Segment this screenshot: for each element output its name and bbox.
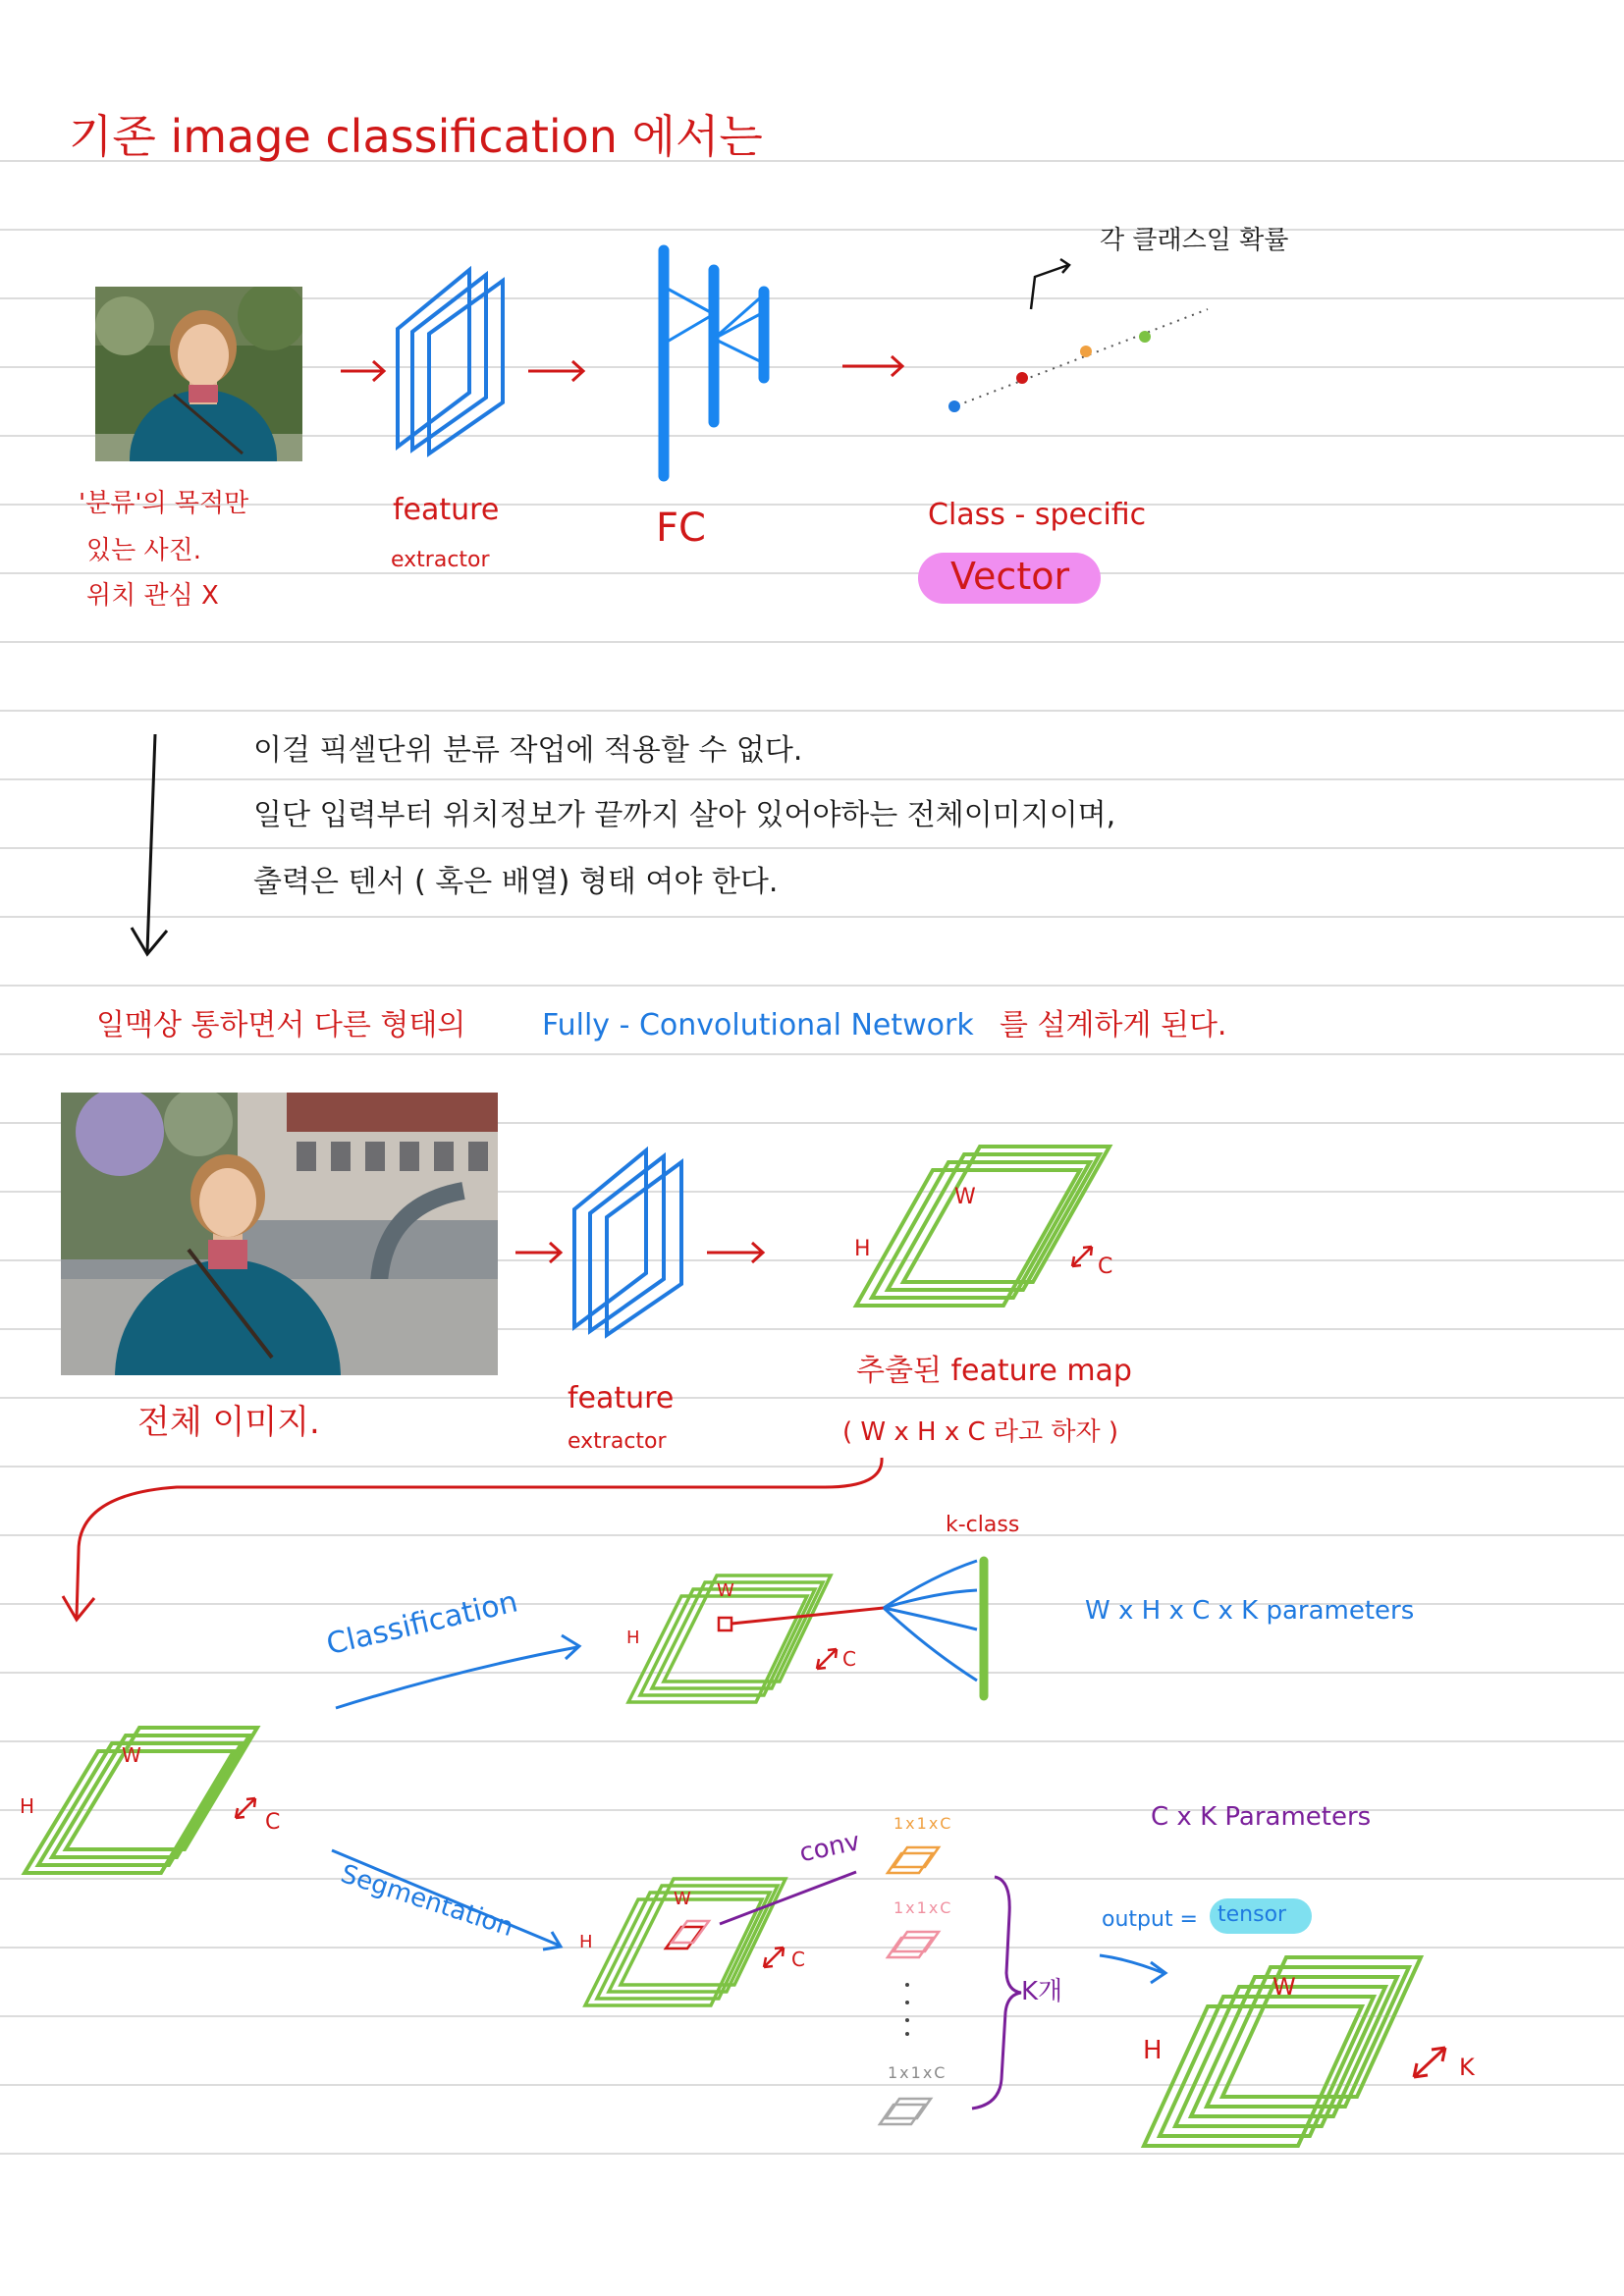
segmentation-parameters: C x K Parameters bbox=[1151, 1802, 1372, 1832]
kernel-label-pink: 1x1xC bbox=[893, 1898, 953, 1917]
classification-map-h: H bbox=[626, 1628, 640, 1648]
feature-map-c: C bbox=[1098, 1255, 1113, 1279]
feature-map-stack bbox=[856, 1147, 1113, 1306]
classification-parameters: W x H x C x K parameters bbox=[1085, 1596, 1415, 1626]
class-specific-label: Class - specific bbox=[928, 498, 1147, 532]
fc-label: FC bbox=[656, 506, 706, 551]
feature-extractor-planes-bottom bbox=[574, 1150, 681, 1335]
segmentation-map-h: H bbox=[579, 1932, 593, 1952]
feature-map-w: W bbox=[954, 1185, 976, 1209]
output-tensor-h: H bbox=[1143, 2036, 1163, 2065]
photo-caption-line-1: '분류'의 목적만 bbox=[79, 489, 249, 518]
feature-map-c-arrow bbox=[1072, 1247, 1092, 1266]
input-map-c-arrow bbox=[236, 1798, 255, 1818]
fcn-sentence-part-2: Fully - Convolutional Network bbox=[542, 1008, 974, 1042]
classification-map-w: W bbox=[717, 1580, 734, 1601]
feature-map-h: H bbox=[854, 1237, 871, 1261]
fcn-sentence-part-1: 일맥상 통하면서 다른 형태의 bbox=[96, 1008, 466, 1042]
input-map-h: H bbox=[20, 1794, 35, 1818]
segmentation-label: Segmentation bbox=[337, 1859, 517, 1944]
feature-map-label: 추출된 feature map bbox=[856, 1354, 1132, 1388]
feature-label-top: feature bbox=[393, 493, 500, 527]
vector-label: Vector bbox=[950, 555, 1070, 598]
photo-caption-line-3: 위치 관심 X bbox=[86, 581, 219, 611]
red-arrows-bottom bbox=[515, 1243, 763, 1262]
output-k-arrow bbox=[1414, 2048, 1445, 2077]
kernel-label-orange: 1x1xC bbox=[893, 1814, 953, 1833]
extractor-label-bottom: extractor bbox=[568, 1429, 667, 1454]
k-count-brace bbox=[972, 1877, 1021, 2109]
kernel-gray bbox=[880, 2099, 931, 2124]
tensor-label: tensor bbox=[1218, 1902, 1287, 1927]
segmentation-c-arrow bbox=[764, 1948, 784, 1967]
extractor-label-top: extractor bbox=[391, 548, 490, 572]
page-title: 기존 image classification 에서는 bbox=[69, 110, 763, 163]
input-map-c: C bbox=[265, 1810, 281, 1835]
input-map-w: W bbox=[122, 1743, 141, 1767]
output-arrow bbox=[1100, 1955, 1165, 1983]
explanation-line-3: 출력은 텐서 ( 혹은 배열) 형태 여야 한다. bbox=[253, 865, 779, 899]
kernel-label-gray: 1x1xC bbox=[888, 2063, 947, 2082]
explanation-line-1: 이걸 픽셀단위 분류 작업에 적용할 수 없다. bbox=[253, 733, 803, 768]
feature-label-bottom: feature bbox=[568, 1381, 675, 1415]
output-tensor-w: W bbox=[1272, 1973, 1296, 2001]
classification-c-arrow bbox=[817, 1649, 837, 1669]
full-image-caption: 전체 이미지. bbox=[137, 1403, 320, 1442]
segmentation-map-w: W bbox=[674, 1889, 691, 1909]
conv-label: conv bbox=[796, 1827, 863, 1869]
kernel-pink bbox=[888, 1932, 939, 1957]
kernel-orange bbox=[888, 1847, 939, 1873]
photo-caption-line-2: 있는 사진. bbox=[86, 536, 201, 565]
classification-map-c: C bbox=[842, 1647, 856, 1671]
output-label: output = bbox=[1102, 1907, 1198, 1932]
feature-map-dims: ( W x H x C 라고 하자 ) bbox=[842, 1417, 1119, 1447]
output-tensor-k: K bbox=[1459, 2054, 1475, 2081]
classification-fan bbox=[884, 1561, 977, 1681]
fcn-sentence-part-3: 를 설계하게 된다. bbox=[1000, 1008, 1227, 1042]
k-class-label: k-class bbox=[946, 1513, 1020, 1537]
explanation-line-2: 일단 입력부터 위치정보가 끝까지 살아 있어야하는 전체이미지이며, bbox=[253, 798, 1116, 832]
class-probability-label: 각 클래스일 확률 bbox=[1100, 226, 1289, 255]
segmentation-map-c: C bbox=[791, 1948, 805, 1971]
classification-pixel-box bbox=[719, 1618, 731, 1630]
kernel-ellipsis bbox=[905, 1983, 909, 2036]
k-count-label: K개 bbox=[1021, 1977, 1063, 2006]
classification-label: Classification bbox=[323, 1584, 521, 1663]
